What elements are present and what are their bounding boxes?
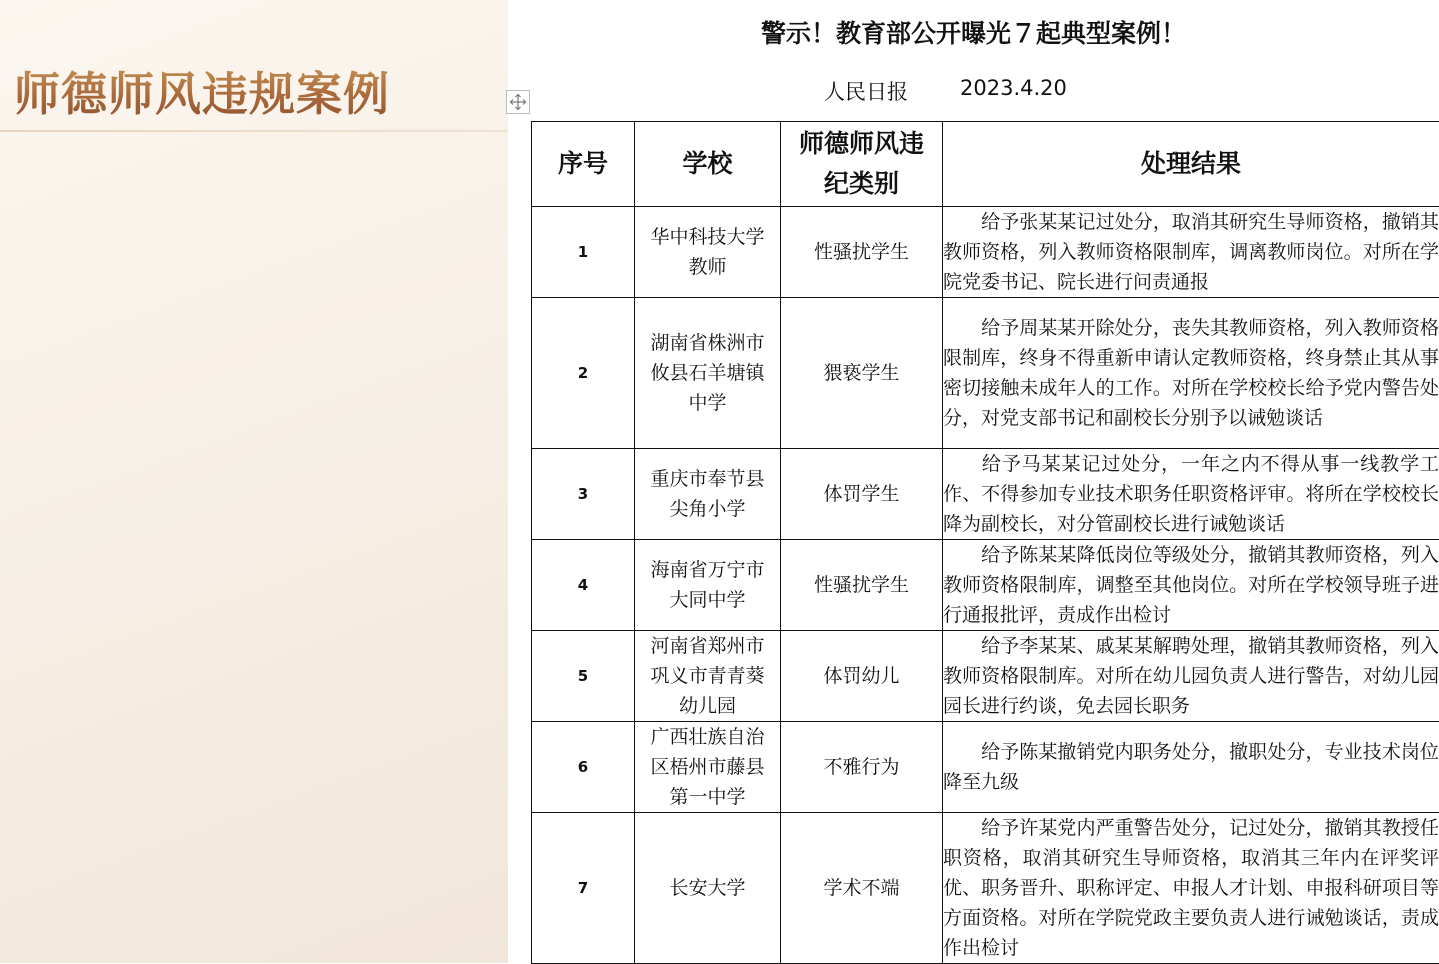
- table-row: [532, 298, 1439, 449]
- row-school: [635, 540, 781, 631]
- row-school: [635, 631, 781, 722]
- header-category: [781, 122, 943, 207]
- document-page: [508, 8, 1439, 963]
- row-result-text: 给予陈某撤销党内职务处分，撤职处分，专业技术岗位降至九级: [943, 741, 1439, 793]
- row-school-text: 海南省万宁市大同中学: [644, 555, 772, 615]
- row-result-text: 给予许某党内严重警告处分，记过处分，撤销其教授任职资格，取消其研究生导师资格，取消其三年内在评奖评优、职务晋升、职称评定、申报人才计划、申报科研项目等方面资格。对所在学院党政主要负责人进行诫勉谈话，责成作出检讨: [943, 817, 1439, 959]
- header-school: 学校: [635, 122, 781, 207]
- document-title: 警示！教育部公开曝光７起典型案例！: [508, 14, 1439, 50]
- title-divider: [0, 130, 508, 132]
- row-result: [943, 207, 1439, 298]
- row-school-text: 广西壮族自治区梧州市藤县第一中学: [644, 722, 772, 812]
- row-school: [635, 449, 781, 540]
- row-category: 性骚扰学生: [781, 207, 943, 298]
- row-no: 7: [532, 813, 635, 964]
- document-source: 人民日报: [824, 76, 908, 106]
- row-result-text: 给予李某某、戚某某解聘处理，撤销其教师资格，列入教师资格限制库。对所在幼儿园负责人进行警告，对幼儿园园长进行约谈，免去园长职务: [943, 635, 1439, 717]
- row-result-text: 给予马某某记过处分，一年之内不得从事一线教学工作、不得参加专业技术职务任职资格评审。将所在学校校长降为副校长，对分管副校长进行诫勉谈话: [943, 453, 1439, 535]
- row-no: 6: [532, 722, 635, 813]
- row-school-text: 湖南省株洲市攸县石羊塘镇中学: [644, 328, 772, 418]
- row-result-text: 给予陈某某降低岗位等级处分，撤销其教师资格，列入教师资格限制库，调整至其他岗位。对所在学校领导班子进行通报批评，责成作出检讨: [943, 544, 1439, 626]
- row-category: 性骚扰学生: [781, 540, 943, 631]
- row-no: 4: [532, 540, 635, 631]
- document-meta: [824, 76, 1067, 106]
- row-result: [943, 540, 1439, 631]
- row-result: [943, 813, 1439, 964]
- row-no: 3: [532, 449, 635, 540]
- row-school-text: 华中科技大学教师: [644, 222, 772, 282]
- row-school-text: 重庆市奉节县尖角小学: [644, 464, 772, 524]
- row-result-text: 给予张某某记过处分，取消其研究生导师资格，撤销其教师资格，列入教师资格限制库，调离教师岗位。对所在学院党委书记、院长进行问责通报: [943, 211, 1439, 293]
- table-row: [532, 540, 1439, 631]
- row-school-text: 长安大学: [644, 873, 772, 903]
- row-school: [635, 722, 781, 813]
- row-result: [943, 449, 1439, 540]
- row-no: 5: [532, 631, 635, 722]
- slide-left-panel: [0, 0, 508, 963]
- row-no: 1: [532, 207, 635, 298]
- row-category: 学术不端: [781, 813, 943, 964]
- table-row: [532, 631, 1439, 722]
- table-row: [532, 722, 1439, 813]
- table-row: [532, 449, 1439, 540]
- row-school: [635, 298, 781, 449]
- table-header-row: [532, 122, 1439, 207]
- row-school: [635, 207, 781, 298]
- table-row: [532, 813, 1439, 964]
- row-school-text: 河南省郑州市巩义市青青葵幼儿园: [644, 631, 772, 721]
- row-category: 不雅行为: [781, 722, 943, 813]
- row-no: 2: [532, 298, 635, 449]
- header-result: 处理结果: [943, 122, 1439, 207]
- row-category: 体罚幼儿: [781, 631, 943, 722]
- row-result: [943, 298, 1439, 449]
- row-category: 猥亵学生: [781, 298, 943, 449]
- row-result: [943, 631, 1439, 722]
- header-category-text: 师德师风违纪类别: [797, 124, 927, 204]
- row-category: 体罚学生: [781, 449, 943, 540]
- table-row: [532, 207, 1439, 298]
- document-date: 2023.4.20: [960, 76, 1067, 106]
- cases-table: [531, 121, 1439, 964]
- move-icon[interactable]: [506, 90, 530, 114]
- row-school: [635, 813, 781, 964]
- row-result-text: 给予周某某开除处分，丧失其教师资格，列入教师资格限制库，终身不得重新申请认定教师资格，终身禁止其从事密切接触未成年人的工作。对所在学校校长给予党内警告处分，对党支部书记和副校长分别予以诫勉谈话: [943, 317, 1439, 429]
- header-no: 序号: [532, 122, 635, 207]
- row-result: [943, 722, 1439, 813]
- slide-title: 师德师风违规案例: [14, 58, 390, 124]
